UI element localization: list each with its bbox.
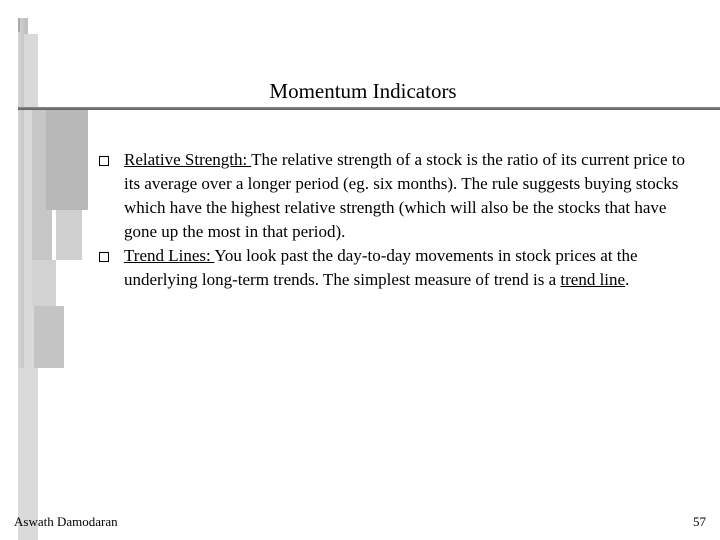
checkbox-bullet-icon xyxy=(99,156,109,166)
decorative-bar xyxy=(18,18,20,32)
decorative-bar xyxy=(56,210,82,260)
bullet-list xyxy=(124,148,690,292)
bullet-tail: . xyxy=(625,270,630,289)
page-number: 57 xyxy=(693,514,706,529)
title-divider xyxy=(18,107,720,110)
decorative-bar xyxy=(46,110,88,210)
bullet-term: Trend Lines: xyxy=(124,246,215,265)
decorative-bar xyxy=(32,260,56,306)
checkbox-bullet-icon xyxy=(99,252,109,262)
bullet-relative-strength xyxy=(124,148,690,244)
slide-title: Momentum Indicators xyxy=(269,79,457,103)
decorative-bar xyxy=(34,306,64,368)
bullet-trend-lines xyxy=(124,244,690,292)
bullet-text: You look past the day-to-day movements in stock prices at the underlying long-term trends. The simplest measure of trend is a xyxy=(124,246,638,289)
bullet-text: The relative strength of a stock is the ratio of its current price to its average over a longer period (eg. six months). The rule suggests buying stocks which have the highest relative strength (which will also be the stocks that have gone up the most in that period). xyxy=(124,150,685,241)
bullet-term: Relative Strength: xyxy=(124,150,252,169)
trend-line-link[interactable]: trend line xyxy=(560,270,626,289)
footer-author: Aswath Damodaran xyxy=(14,514,118,529)
